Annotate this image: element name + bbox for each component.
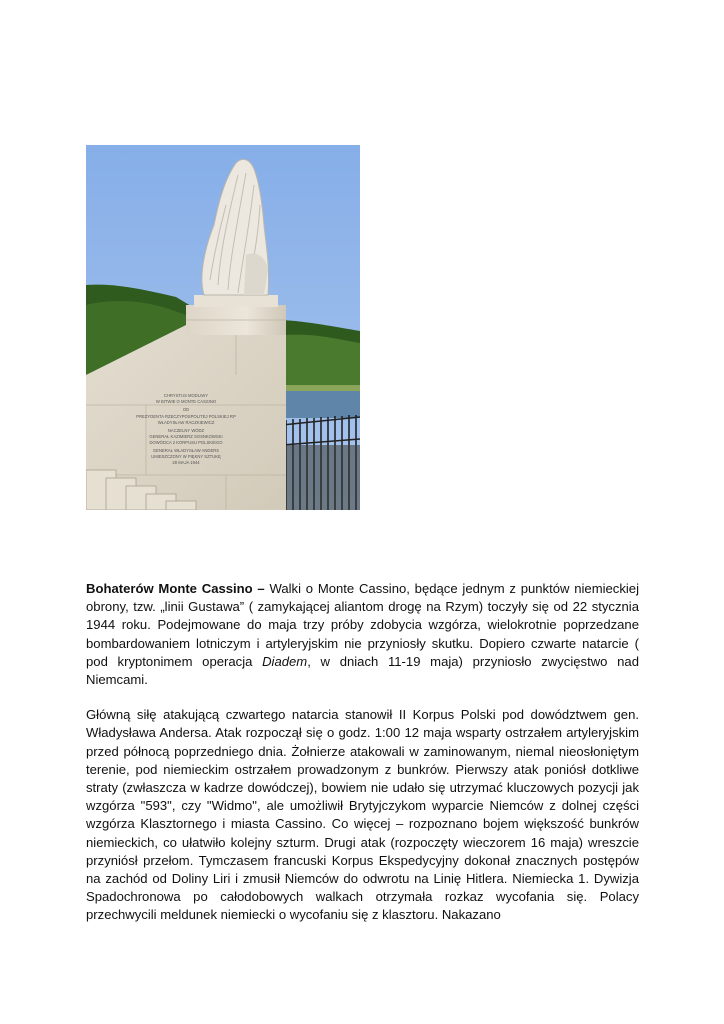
inscription-line: DOWÓDCA 2 KORPUSU POLSKIEGO — [149, 440, 223, 445]
document-body — [86, 580, 639, 942]
monument-photo — [86, 145, 360, 510]
paragraph-text: Walki o Monte Cassino, będące jednym z punktów niemieckiej obrony, tzw. „linii Gustawa” ( zamykającej aliantom drogę na Rzym) toczyły się od 22 stycznia 1944 roku. Podejmowane do maja trzy próby zdobycia wzgórza, wielokrotnie poprzedzane bombardowaniem lotniczym i artyleryjskim nie przyniosły skutku. Dopiero czwarte natarcie ( pod kryptonimem operacja — [86, 581, 639, 669]
paragraph-2: Główną siłę atakującą czwartego natarcia stanowił II Korpus Polski pod dowództwem gen. Władysława Andersa. Atak rozpoczął się o godz. 1:00 12 maja wsparty ostrzałem artyleryjskim przed północą poprzedniego dnia. Żołnierze atakowali w zaminowanym, niemal nieosłoniętym terenie, pod niemieckim ostrzałem prowadzonym z bunkrów. Pierwszy atak poniósł dotkliwe straty (zwłaszcza w kadrze dowódczej), bowiem nie udało się utrzymać kluczowych pozycji jak wzgórza "593", czy "Widmo", ale umożliwił Brytyjczykom wyparcie Niemców z dolnej części wzgórza Klasztornego i miasta Cassino. Co więcej – rozpoznano bojem większość bunkrów niemieckich, co ułatwiło kolejny szturm. Drugi atak (rozpoczęty wieczorem 16 maja) wreszcie przyniósł przełom. Tymczasem francuski Korpus Ekspedycyjny dokonał znacznych postępów na zachód od Doliny Liri i zmusił Niemców do odwrotu na Linię Hitlera. Niemiecka 1. Dywizja Spadochronowa po całodobowych walkach otrzymała rozkaz wycofania się. Polacy przechwycili meldunek niemiecki o wycofaniu się z klasztoru. Nakazano — [86, 707, 639, 923]
inscription-line: CHRYSTUS MODLIWY — [163, 393, 209, 398]
paragraph-heading: Bohaterów Monte Cassino – — [86, 581, 265, 596]
monument-image — [86, 145, 360, 510]
inscription-line: UMIESZCZONY W PIĘKNY SZTUKĘ — [151, 454, 221, 459]
operation-name: Diadem — [262, 653, 308, 669]
inscription-line: PREZYDENTA RZECZYPOSPOLITEJ POLSKIEJ RP — [136, 414, 236, 419]
paragraph-1 — [86, 580, 639, 689]
inscription-line: OD — [182, 407, 190, 412]
inscription-line: GENERAŁ KAZIMIERZ SOSNKOWSKI — [149, 434, 223, 439]
inscription-line: W BITWIE O MONTE CASSINO — [155, 399, 217, 404]
inscription-line: WŁADYSŁAW RACZKIEWICZ — [157, 420, 215, 425]
paragraph-text: , w dniach 11-19 maja) przyniosło zwycięstwo nad Niemcami. — [86, 653, 639, 688]
inscription-line: 28 MAJA 1944 — [172, 460, 200, 465]
inscription-line: NACZELNY WÓDZ — [167, 428, 205, 433]
inscription-line: GENERAŁ WŁADYSŁAW ANDERS — [152, 448, 220, 453]
